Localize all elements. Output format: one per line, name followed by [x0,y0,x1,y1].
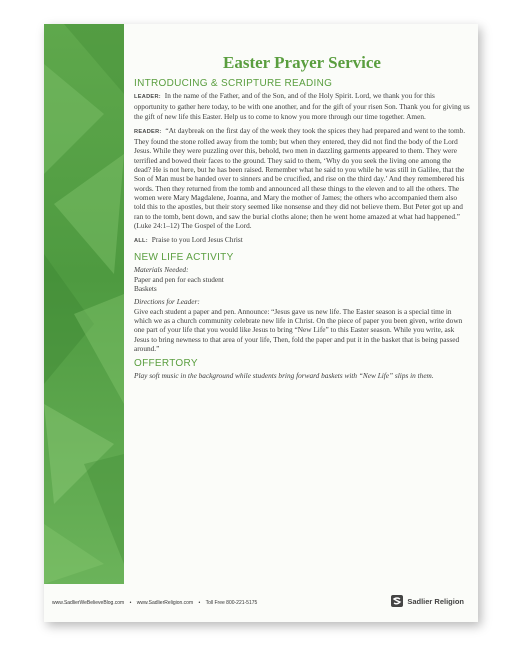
reader-label: READER: [134,128,162,135]
decorative-sidebar [44,24,124,584]
reader-paragraph [134,126,470,230]
sadlier-logo-icon [390,594,404,608]
logo-text: Sadlier Religion [407,596,464,606]
leader-label: LEADER: [134,94,161,100]
phone-text: Toll Free 800-221-5175 [205,600,258,606]
footer-links: www.SadlierWeBelieveBlog.com • www.SadlierReligion.com • Toll Free 800-221-5175 [52,600,258,606]
intro-heading: INTRODUCING & SCRIPTURE READING [134,78,333,89]
footer [52,592,470,614]
directions-text: Give each student a paper and pen. Announce: “Jesus gave us new life. The Easter season is a special time in which we as a church community celebrate new life in Christ. On the piece of paper you been given, write down one part of your life that you would like Jesus to bring “New Life” to this Easter season. While you write, ask Jesus to bring newness to that area of your life, Then, fold the paper and put it in the basket that is being passed around.” [134,306,463,353]
materials-block [134,265,470,293]
site-link[interactable]: www.SadlierReligion.com [136,600,194,606]
vertical-fine-print [468,414,474,564]
all-text: Praise to you Lord Jesus Christ [151,235,243,245]
all-paragraph [134,235,470,246]
blog-link[interactable]: www.SadlierWeBelieveBlog.com [52,600,125,606]
leader-text: In the name of the Father, and of the Son, and of the Holy Spirit. Lord, we thank you for this opportunity to gather here today, to be with one another, and for the gift of your risen Son. Thank you for giving us the gift of new life this Easter. Help us to come to know you more through our time together. Amen. [134,91,470,121]
offertory-text: Play soft music in the background while students bring forward baskets with “New Life” slips in them. [134,371,434,381]
offertory-heading: OFFERTORY [134,358,198,370]
materials-label: Materials Needed: [134,265,189,275]
directions-block [134,297,470,353]
fine-print-text [470,414,474,415]
sidebar-triangles [44,24,124,584]
materials-item: Baskets [134,284,157,294]
sadlier-logo [390,594,464,608]
leader-paragraph [134,91,470,121]
activity-heading: NEW LIFE ACTIVITY [134,252,234,264]
all-label: ALL: [134,238,148,245]
materials-item: Paper and pen for each student [134,274,224,284]
page-title: Easter Prayer Service [223,53,381,72]
reader-text: “At daybreak on the first day of the week they took the spices they had prepared and went to the tomb. They found the stone rolled away from the tomb; but when they entered, they did not find the body of the Lord Jesus. While they were puzzling over this, behold, two men in dazzling garments appeared to them. They were terrified and bowed their faces to the ground. They said to them, ‘Why do you seek the living one among the dead? He is not here, but he has been raised. Remember what he said to you while he was still in Galilee, that the Son of Man must be handed over to sinners and be crucified, and rise on the third day.’ And they remembered his words. Then they returned from the tomb and announced all these things to the eleven and to all the others. The women were Mary Magdalene, Joanna, and Mary the mother of James; the others who accompanied them also told this to the apostles, but their story seemed like nonsense and they did not believe them. But Peter got up and ran to the tomb, bent down, and saw the burial cloths alone; then he went home amazed at what had happened.” (Luke 24:1–12) The Gospel of the Lord. [134,125,466,230]
main-content [134,44,470,380]
document-page [44,24,478,622]
directions-label: Directions for Leader: [134,297,200,307]
